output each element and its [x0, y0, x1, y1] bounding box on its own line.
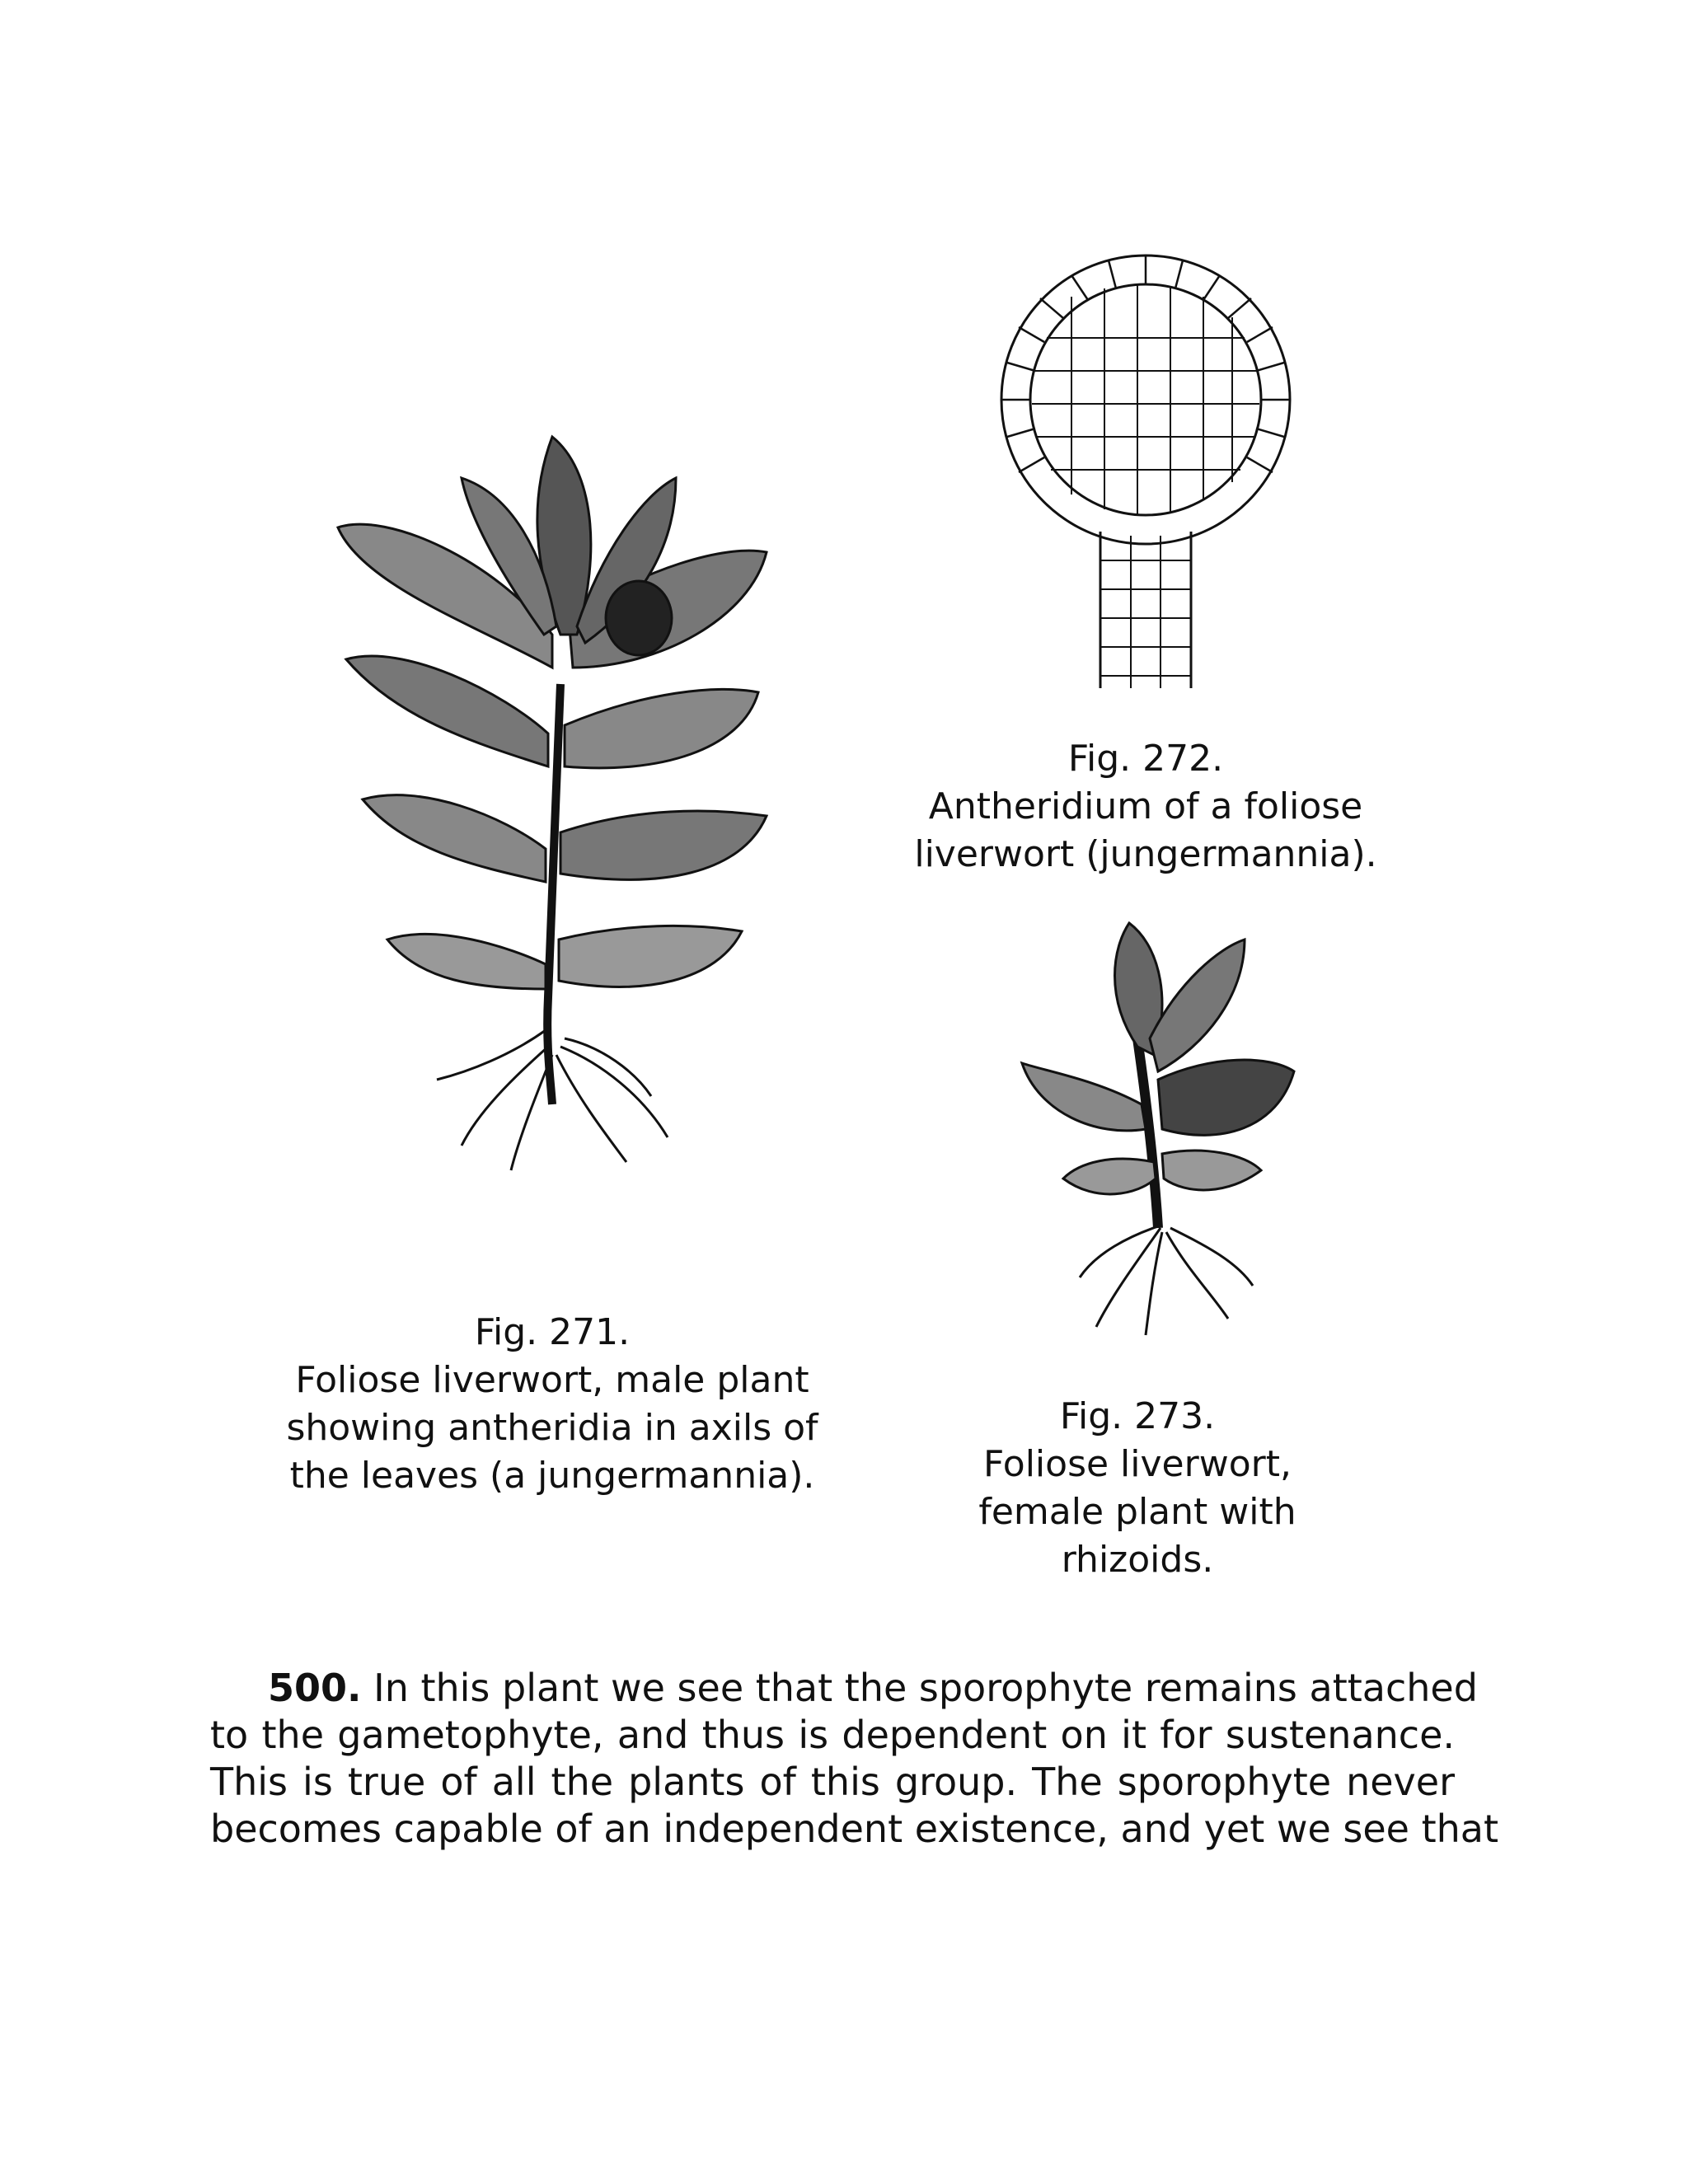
- figure-caption-272: [890, 735, 1401, 879]
- caption-line: rhizoids.: [1061, 1539, 1214, 1581]
- caption-line: Foliose liverwort,: [983, 1443, 1292, 1485]
- figure-caption-271: [272, 1309, 832, 1500]
- paragraph-text: In this plant we see that the sporophyte remains attached: [361, 1666, 1478, 1710]
- caption-line: showing antheridia in axils of: [286, 1407, 818, 1449]
- body-paragraph: [210, 1665, 1499, 1853]
- caption-line: Antheridium of a foliose: [928, 785, 1363, 827]
- paragraph-line: to the gametophyte, and thus is dependent on it for sustenance.: [210, 1713, 1455, 1757]
- caption-line: female plant with: [978, 1491, 1296, 1533]
- figure-number: Fig. 273.: [1059, 1395, 1216, 1437]
- antheridium-illustration: [981, 247, 1311, 709]
- caption-line: Foliose liverwort, male plant: [295, 1359, 809, 1401]
- figure-caption-273: [956, 1393, 1319, 1584]
- liverwort-female-plant-illustration: [1006, 915, 1319, 1343]
- caption-line: the leaves (a jungermannia).: [289, 1455, 815, 1497]
- liverwort-male-plant-illustration: [330, 420, 791, 1179]
- paragraph-line: [210, 1665, 1478, 1712]
- paragraph-line: This is true of all the plants of this group. The sporophyte never: [210, 1760, 1455, 1804]
- paragraph-number: 500.: [268, 1666, 362, 1710]
- paragraph-line: becomes capable of an independent existence, and yet we see that: [210, 1807, 1499, 1851]
- figure-number: Fig. 272.: [1067, 738, 1224, 780]
- caption-line: liverwort (jungermannia).: [914, 833, 1377, 875]
- figure-number: Fig. 271.: [474, 1311, 631, 1353]
